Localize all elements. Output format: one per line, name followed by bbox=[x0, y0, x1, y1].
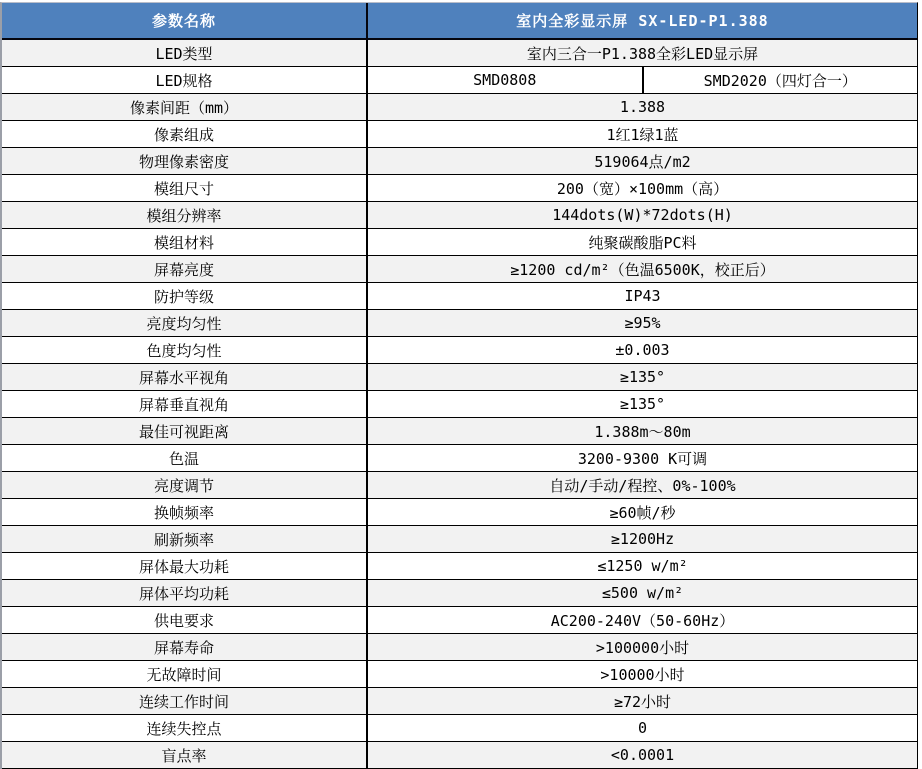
header-param-name: 参数名称 bbox=[2, 3, 368, 38]
param-name-cell: 亮度均匀性 bbox=[2, 310, 368, 336]
table-row bbox=[2, 499, 917, 526]
param-name-cell: 屏幕寿命 bbox=[2, 634, 368, 660]
param-value-cell: 纯聚碳酸脂PC料 bbox=[588, 233, 697, 252]
param-value-cell: ≥1200Hz bbox=[610, 530, 675, 548]
param-value-cell: 1.388 bbox=[619, 98, 666, 116]
table-row bbox=[2, 526, 917, 553]
table-row bbox=[2, 337, 917, 364]
table-row bbox=[2, 715, 917, 742]
table-row bbox=[2, 283, 917, 310]
table-row bbox=[2, 229, 917, 256]
param-name-cell: 最佳可视距离 bbox=[2, 418, 368, 444]
param-value-cell: 200（宽）×100mm（高） bbox=[556, 179, 729, 198]
param-value-cell: IP43 bbox=[624, 287, 661, 305]
param-name-cell: 供电要求 bbox=[2, 607, 368, 633]
table-row bbox=[2, 742, 917, 769]
param-value-cell: <0.0001 bbox=[610, 746, 675, 764]
param-name-cell: 物理像素密度 bbox=[2, 148, 368, 174]
param-name-cell: 像素间距（mm） bbox=[2, 94, 368, 120]
table-header-row bbox=[2, 3, 917, 40]
param-name-cell: 模组分辨率 bbox=[2, 202, 368, 228]
param-name-cell: 亮度调节 bbox=[2, 472, 368, 498]
param-name-cell: 模组材料 bbox=[2, 229, 368, 255]
table-row bbox=[2, 418, 917, 445]
table-row bbox=[2, 364, 917, 391]
table-row bbox=[2, 445, 917, 472]
param-value-cell: AC200-240V（50-60Hz） bbox=[550, 611, 735, 630]
param-value-cell: ≥60帧/秒 bbox=[609, 503, 676, 522]
table-row bbox=[2, 67, 917, 94]
table-row bbox=[2, 310, 917, 337]
table-row bbox=[2, 391, 917, 418]
table-row bbox=[2, 256, 917, 283]
table-row bbox=[2, 553, 917, 580]
param-value-cell: ≥1200 cd/m²（色温6500K，校正后） bbox=[510, 260, 775, 279]
param-name-cell: 盲点率 bbox=[2, 742, 368, 768]
param-value-cell: SMD0808 bbox=[368, 67, 644, 93]
param-value-cell: 0 bbox=[637, 719, 648, 737]
param-name-cell: 色温 bbox=[2, 445, 368, 471]
table-row bbox=[2, 175, 917, 202]
param-name-cell: 屏体最大功耗 bbox=[2, 553, 368, 579]
param-name-cell: 换帧频率 bbox=[2, 499, 368, 525]
param-value-cell: ≤1250 w/m² bbox=[597, 557, 688, 575]
param-name-cell: 无故障时间 bbox=[2, 661, 368, 687]
param-value-cell: 1.388m～80m bbox=[594, 422, 691, 441]
param-value-cell: ≥72小时 bbox=[613, 692, 672, 711]
param-value-cell: ≥95% bbox=[624, 314, 661, 332]
param-name-cell: 屏体平均功耗 bbox=[2, 580, 368, 606]
param-value-cell: >10000小时 bbox=[600, 665, 685, 684]
param-name-cell: 色度均匀性 bbox=[2, 337, 368, 363]
param-value-cell: ≤500 w/m² bbox=[601, 584, 684, 602]
param-value-cell: >100000小时 bbox=[595, 638, 690, 657]
param-name-cell: 模组尺寸 bbox=[2, 175, 368, 201]
table-row bbox=[2, 607, 917, 634]
table-row bbox=[2, 40, 917, 67]
param-value-cell: 3200-9300 K可调 bbox=[577, 449, 708, 468]
table-row bbox=[2, 202, 917, 229]
param-value-cell: SMD2020（四灯合一） bbox=[703, 71, 857, 90]
param-name-cell: 防护等级 bbox=[2, 283, 368, 309]
param-name-cell: LED类型 bbox=[2, 40, 368, 66]
param-value-cell: ±0.003 bbox=[615, 341, 670, 359]
param-value-cell: ≥135° bbox=[619, 395, 666, 413]
table-row bbox=[2, 148, 917, 175]
param-name-cell: 屏幕水平视角 bbox=[2, 364, 368, 390]
param-value-cell: 1红1绿1蓝 bbox=[606, 125, 679, 144]
header-product-title: 室内全彩显示屏 SX-LED-P1.388 bbox=[516, 12, 769, 30]
table-row bbox=[2, 634, 917, 661]
param-value-cell: 自动/手动/程控、0%-100% bbox=[549, 476, 736, 495]
table-row bbox=[2, 688, 917, 715]
table-row bbox=[2, 94, 917, 121]
param-value-cell: ≥135° bbox=[619, 368, 666, 386]
param-name-cell: LED规格 bbox=[2, 67, 368, 93]
led-spec-table bbox=[0, 2, 918, 769]
param-name-cell: 屏幕垂直视角 bbox=[2, 391, 368, 417]
param-value-cell: 519064点/m2 bbox=[594, 152, 691, 171]
param-name-cell: 像素组成 bbox=[2, 121, 368, 147]
param-name-cell: 刷新频率 bbox=[2, 526, 368, 552]
table-row bbox=[2, 472, 917, 499]
table-row bbox=[2, 121, 917, 148]
table-row bbox=[2, 580, 917, 607]
table-row bbox=[2, 661, 917, 688]
param-value-cell: 室内三合一P1.388全彩LED显示屏 bbox=[526, 44, 759, 63]
param-name-cell: 连续失控点 bbox=[2, 715, 368, 741]
param-name-cell: 连续工作时间 bbox=[2, 688, 368, 714]
param-name-cell: 屏幕亮度 bbox=[2, 256, 368, 282]
param-value-cell: 144dots(W)*72dots(H) bbox=[552, 206, 733, 224]
